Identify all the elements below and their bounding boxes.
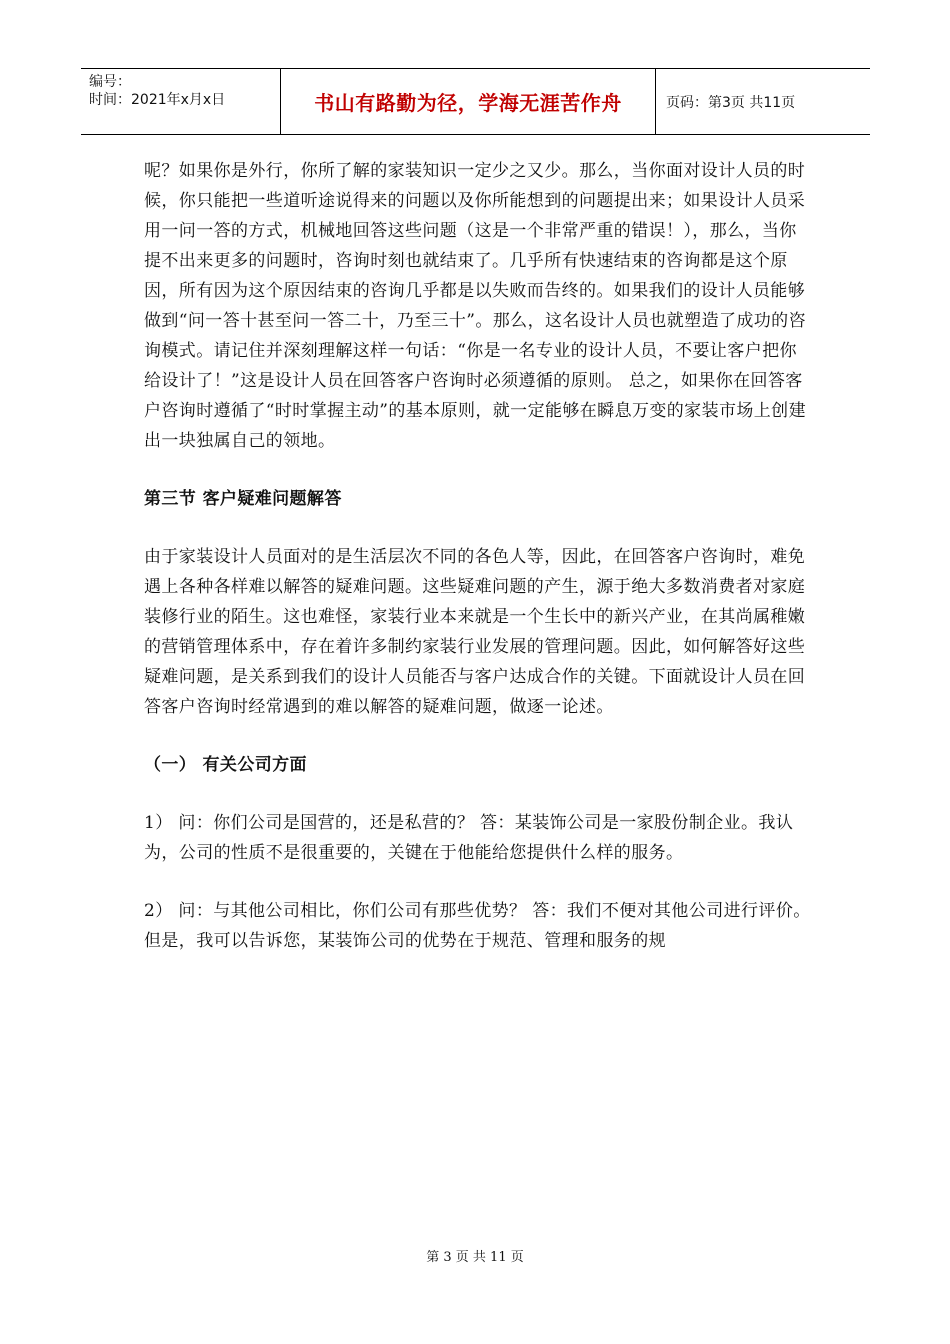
document-body bbox=[144, 156, 814, 956]
document-time-label: 时间：2021年x月x日 bbox=[89, 92, 226, 108]
header-page-info: 页码：第3页 共11页 bbox=[666, 94, 796, 111]
qa-item-1: 1） 问：你们公司是国营的，还是私营的？ 答：某装饰公司是一家股份制企业。我认为，公司的性质不是很重要的，关键在于他能给您提供什么样的服务。 bbox=[144, 813, 794, 863]
section-paragraph: 由于家装设计人员面对的是生活层次不同的各色人等，因此，在回答客户咨询时，难免遇上各种各样难以解答的疑难问题。这些疑难问题的产生，源于绝大多数消费者对家庭装修行业的陌生。这也难怪，家装行业本来就是一个生长中的新兴产业，在其尚属稚嫩的营销管理体系中，存在着许多制约家装行业发展的管理问题。因此，如何解答好这些疑难问题，是关系到我们的设计人员能否与客户达成合作的关键。下面就设计人员在回答客户咨询时经常遇到的难以解答的疑难问题，做逐一论述。 bbox=[144, 547, 806, 717]
header-meta bbox=[81, 69, 281, 134]
subsection-heading: （一） 有关公司方面 bbox=[144, 755, 307, 775]
document-number-label: 编号： bbox=[89, 74, 131, 90]
header-motto: 书山有路勤为径，学海无涯苦作舟 bbox=[281, 69, 656, 134]
page-footer: 第 3 页 共 11 页 bbox=[426, 1250, 524, 1265]
page-header bbox=[81, 68, 870, 135]
intro-paragraph: 呢？如果你是外行，你所了解的家装知识一定少之又少。那么，当你面对设计人员的时候，你只能把一些道听途说得来的问题以及你所能想到的问题提出来；如果设计人员采用一问一答的方式，机械地回答这些问题（这是一个非常严重的错误！），那么，当你提不出来更多的问题时，咨询时刻也就结束了。几乎所有快速结束的咨询都是这个原因，所有因为这个原因结束的咨询几乎都是以失败而告终的。如果我们的设计人员能够做到“问一答十甚至问一答二十，乃至三十”。那么，这名设计人员也就塑造了成功的咨询模式。请记住并深刻理解这样一句话：“你是一名专业的设计人员，不要让客户把你给设计了！”这是设计人员在回答客户咨询时必须遵循的原则。 总之，如果你在回答客户咨询时遵循了“时时掌握主动”的基本原则，就一定能够在瞬息万变的家装市场上创建出一块独属自己的领地。 bbox=[144, 161, 806, 451]
section-heading: 第三节 客户疑难问题解答 bbox=[144, 489, 342, 509]
qa-item-2: 2） 问：与其他公司相比，你们公司有那些优势？ 答：我们不便对其他公司进行评价。但是，我可以告诉您，某装饰公司的优势在于规范、管理和服务的规 bbox=[144, 901, 811, 951]
